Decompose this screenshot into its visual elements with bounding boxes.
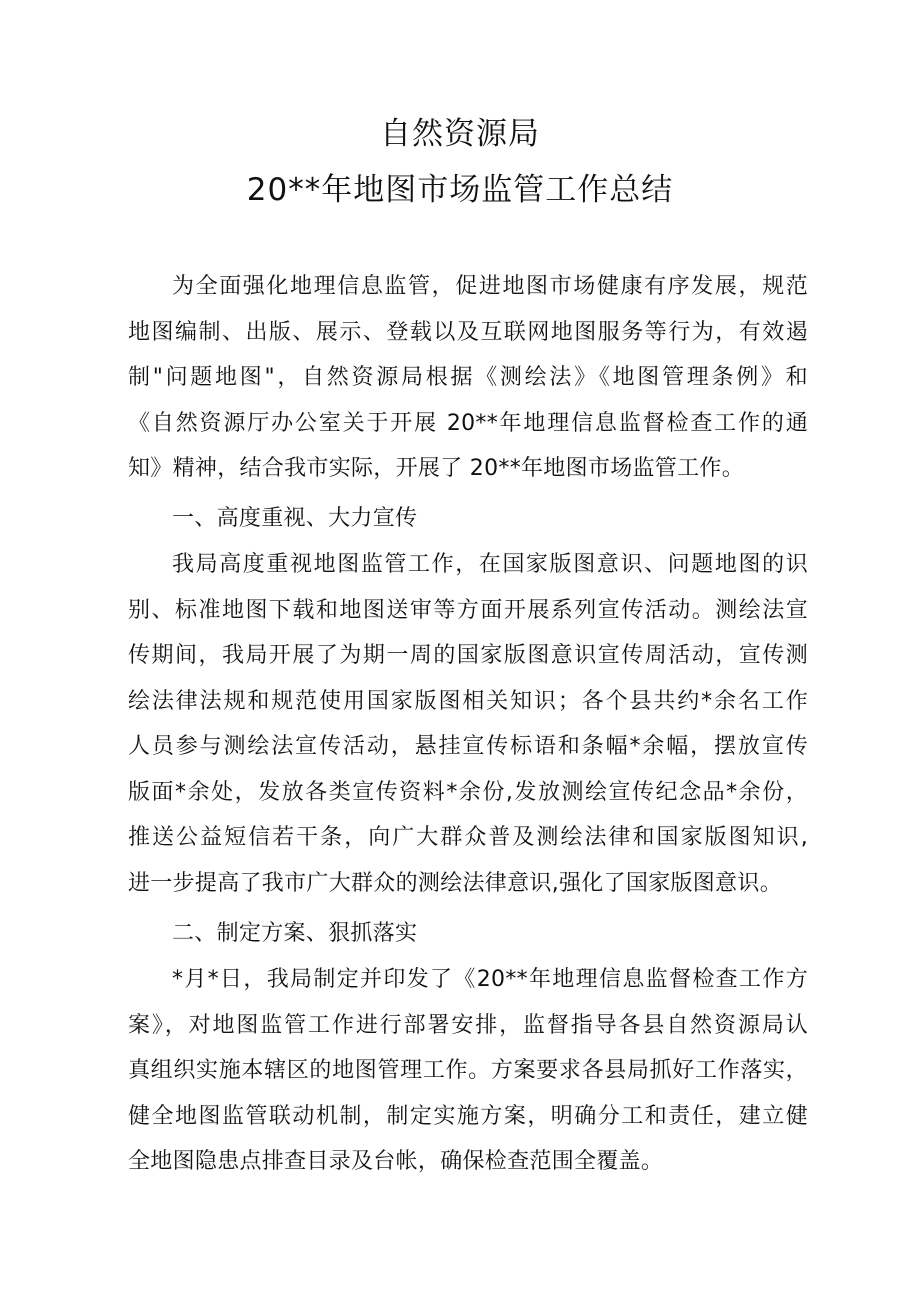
document-title: 20**年地图市场监管工作总结 [246, 172, 674, 208]
text-line: 推送公益短信若干条，向广大群众普及测绘法律和国家版图知识, [128, 825, 808, 850]
section-2-paragraph [128, 957, 808, 1185]
intro-paragraph [128, 264, 808, 492]
text-line: 真组织实施本辖区的地图管理工作。方案要求各县局抓好工作落实， [128, 1058, 808, 1083]
text-line: 为全面强化地理信息监管，促进地图市场健康有序发展，规范 [172, 274, 808, 299]
text-line: 健全地图监管联动机制，制定实施方案，明确分工和责任，建立健 [128, 1103, 808, 1129]
text-line: *月*日，我局制定并印发了《20**年地理信息监督检查工作方 [172, 967, 808, 992]
text-line: 制"问题地图"，自然资源局根据《测绘法》《地图管理条例》和 [128, 365, 808, 390]
text-line: 别、标准地图下载和地图送审等方面开展系列宣传活动。测绘法宣 [128, 597, 808, 623]
section-1-heading [128, 496, 808, 542]
text-line: 《自然资源厅办公室关于开展 20**年地理信息监督检查工作的通 [128, 410, 808, 436]
section-heading-text: 一、高度重视、大力宣传 [172, 506, 418, 531]
text-line: 版面*余处，发放各类宣传资料*余份,发放测绘宣传纪念品*余份， [128, 779, 808, 805]
document-title-organization: 自然资源局 [380, 116, 540, 152]
section-heading-text: 二、制定方案、狠抓落实 [172, 921, 418, 946]
text-line: 我局高度重视地图监管工作，在国家版图意识、问题地图的识 [172, 552, 808, 577]
section-2-heading [128, 911, 808, 957]
text-line: 人员参与测绘法宣传活动，悬挂宣传标语和条幅*余幅，摆放宣传 [128, 734, 808, 759]
text-line: 进一步提高了我市广大群众的测绘法律意识,强化了国家版图意识。 [128, 870, 782, 896]
text-line: 绘法律法规和规范使用国家版图相关知识；各个县共约*余名工作 [128, 688, 808, 714]
text-line: 全地图隐患点排查目录及台帐，确保检查范围全覆盖。 [128, 1149, 664, 1174]
text-line: 知》精神，结合我市实际，开展了 20**年地图市场监管工作。 [128, 456, 744, 481]
section-1-paragraph [128, 542, 808, 906]
text-line: 传期间，我局开展了为期一周的国家版图意识宣传周活动，宣传测 [128, 643, 808, 668]
text-line: 地图编制、出版、展示、登载以及互联网地图服务等行为，有效遏 [128, 319, 808, 345]
text-line: 案》，对地图监管工作进行部署安排，监督指导各县自然资源局认 [128, 1012, 808, 1038]
